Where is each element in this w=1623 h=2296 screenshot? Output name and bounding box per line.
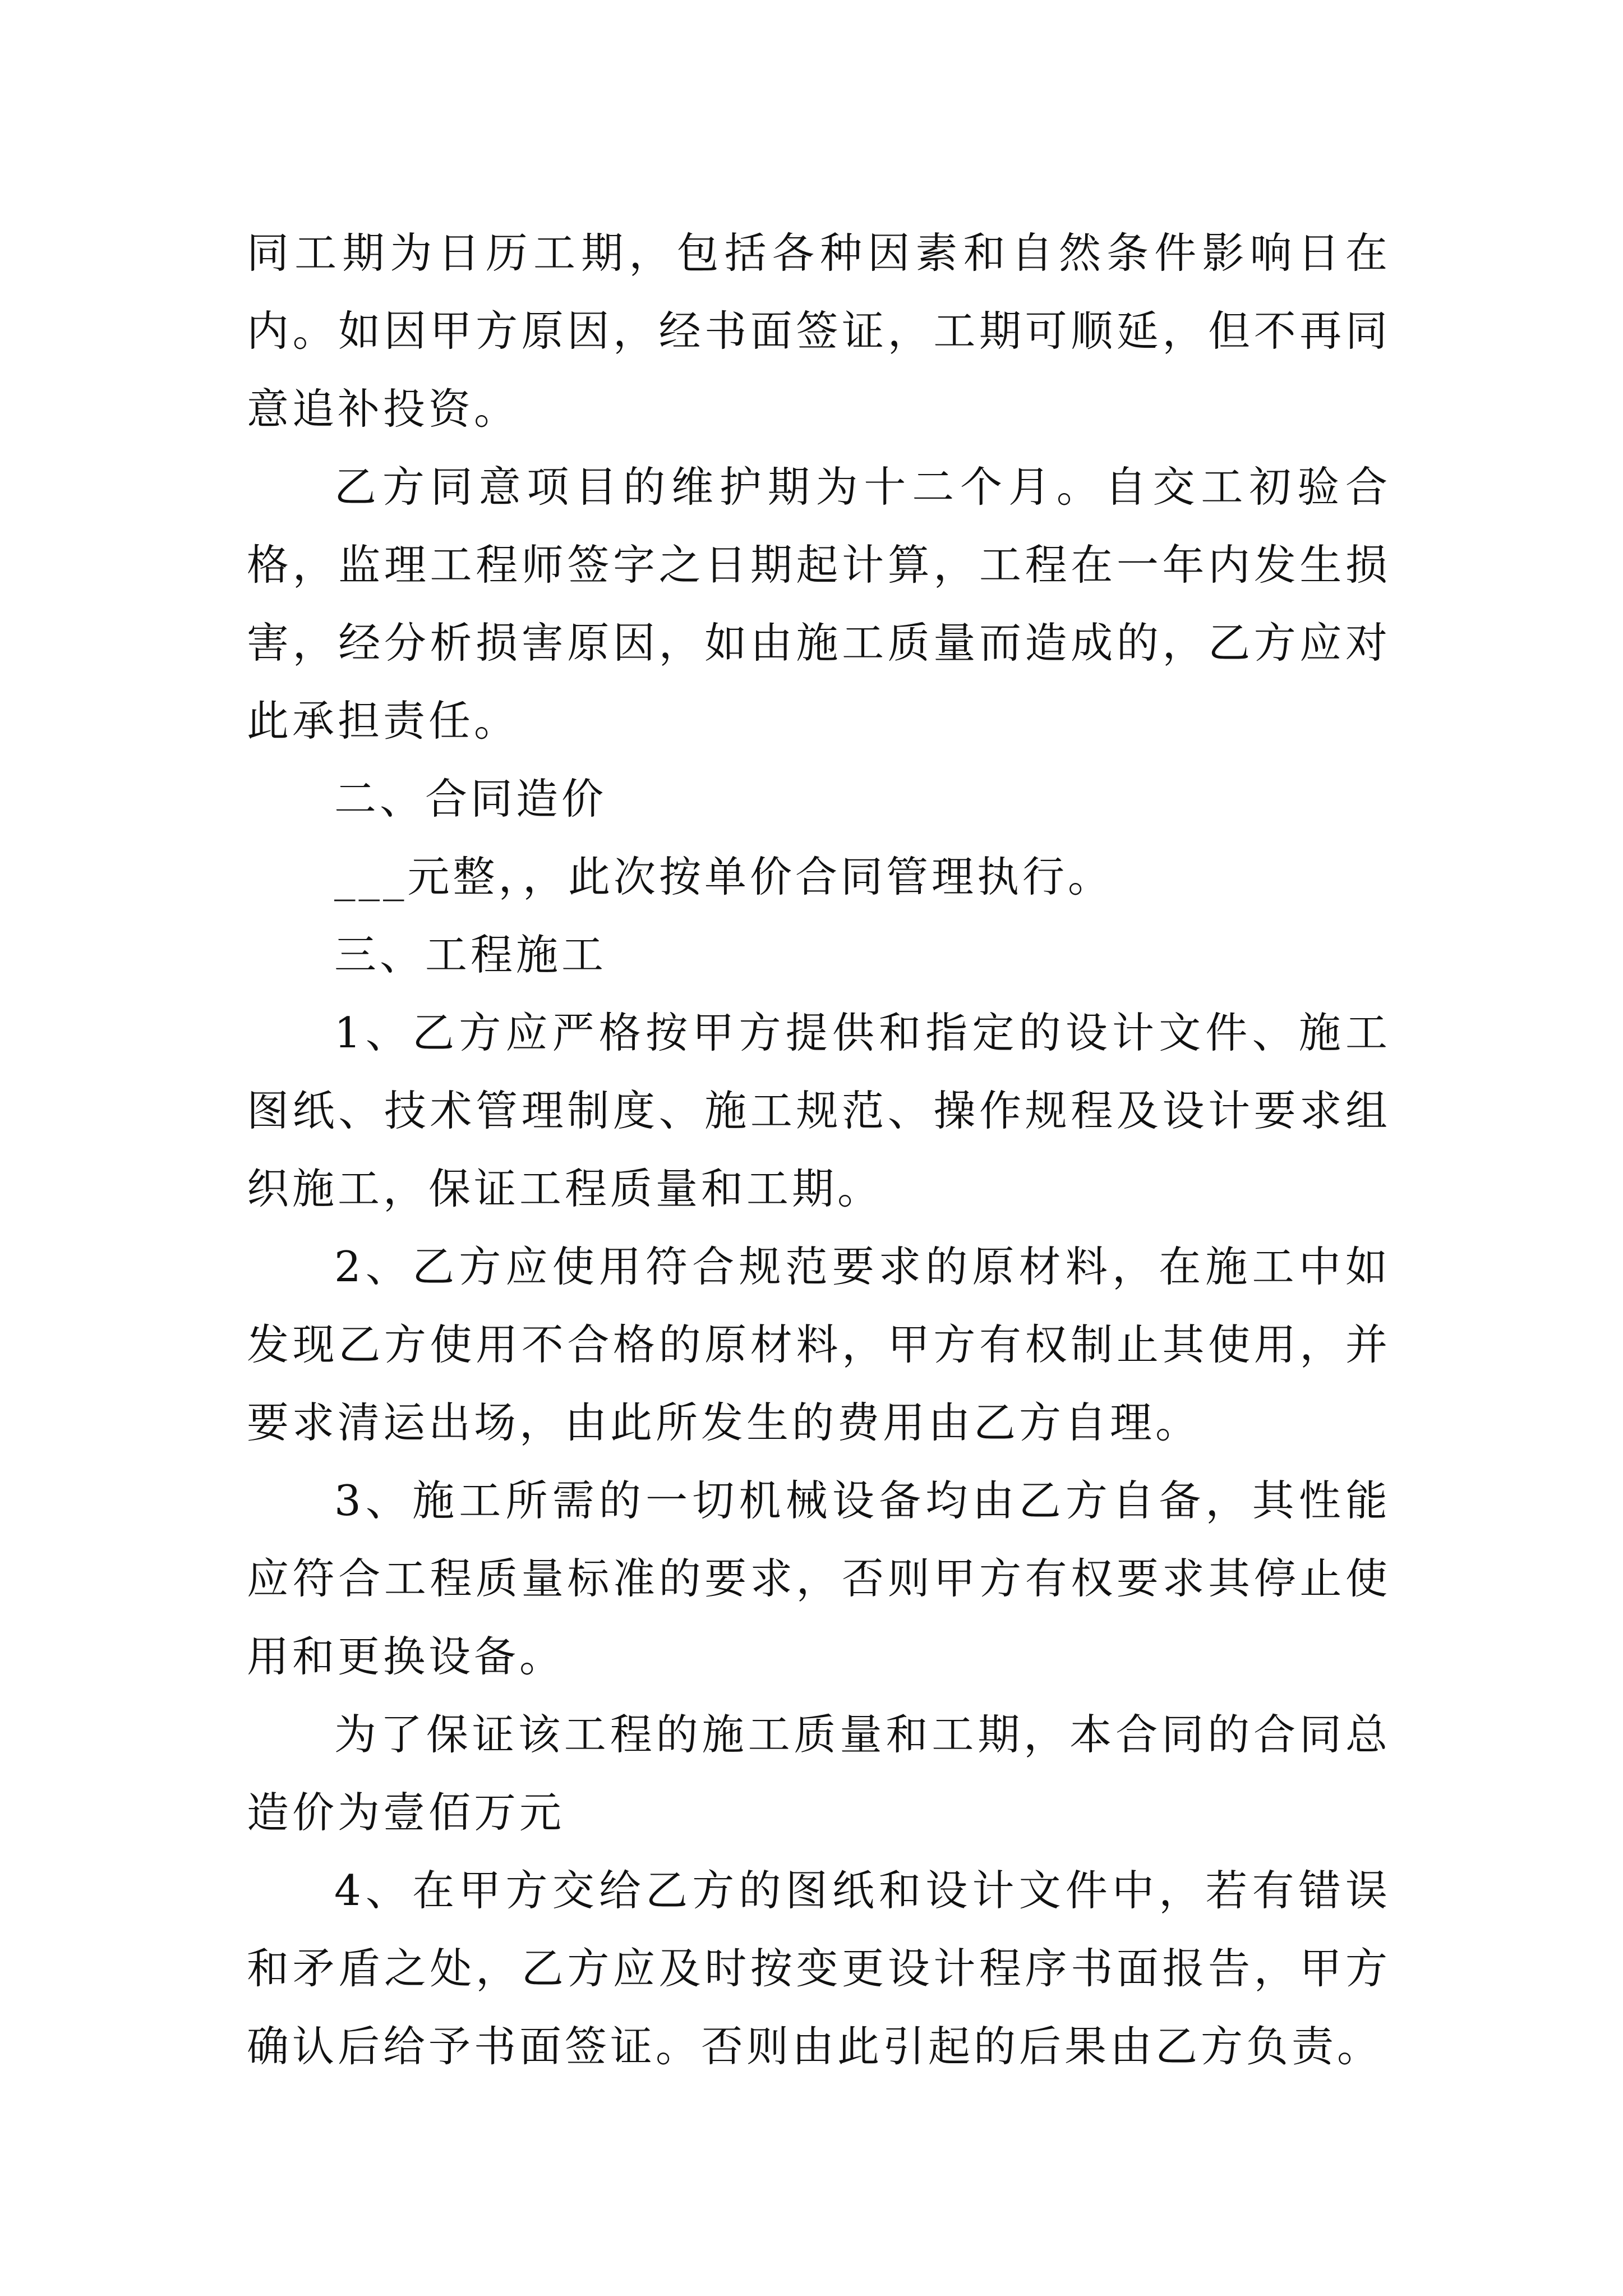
paragraph-1: 同工期为日历工期，包括各种因素和自然条件影响日在内。如因甲方原因，经书面签证，工期可顺延，但不再同意追补投资。 [247,228,1391,434]
clause-3: 3、施工所需的一切机械设备均由乙方自备，其性能应符合工程质量标准的要求，否则甲方有权要求其停止使用和更换设备。 [247,1476,1391,1681]
clause-1: 1、乙方应严格按甲方提供和指定的设计文件、施工图纸、技术管理制度、施工规范、操作规程及设计要求组织施工，保证工程质量和工期。 [247,1008,1391,1213]
document-body [247,214,1391,2086]
section-heading-3: 三、工程施工 [334,930,607,979]
paragraph-4: 为了保证该工程的施工质量和工期，本合同的合同总造价为壹佰万元 [247,1710,1391,1837]
section-heading-2: 二、合同造价 [334,774,607,823]
clause-2: 2、乙方应使用符合规范要求的原材料，在施工中如发现乙方使用不合格的原材料，甲方有权制止其使用，并要求清运出场，由此所发生的费用由乙方自理。 [247,1242,1391,1447]
clause-4: 4、在甲方交给乙方的图纸和设计文件中，若有错误和矛盾之处，乙方应及时按变更设计程序书面报告，甲方确认后给予书面签证。否则由此引起的后果由乙方负责。 [247,1866,1391,2071]
paragraph-3: ___元整，，此次按单价合同管理执行。 [334,852,1114,901]
paragraph-2: 乙方同意项目的维护期为十二个月。自交工初验合格，监理工程师签字之日期起计算，工程在一年内发生损害，经分析损害原因，如由施工质量而造成的，乙方应对此承担责任。 [247,462,1391,746]
